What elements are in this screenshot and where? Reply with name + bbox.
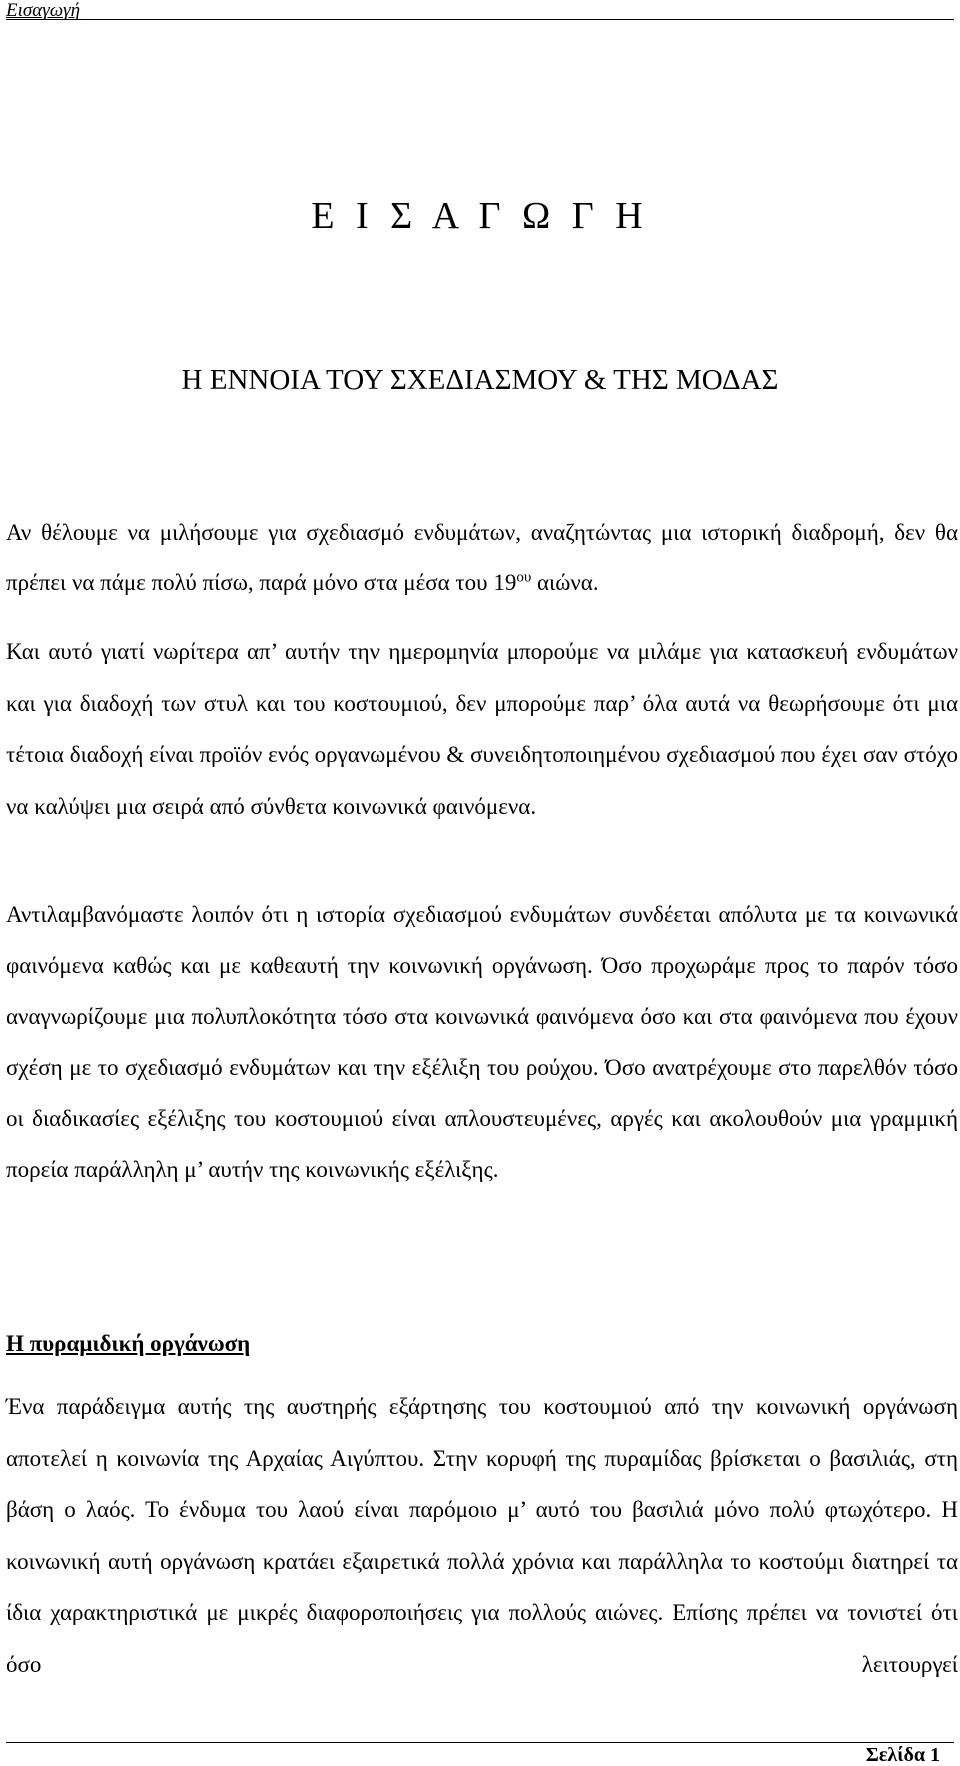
paragraph-intro-end: αιώνα. [531,570,599,595]
chapter-subtitle: Η ΕΝΝΟΙΑ ΤΟΥ ΣΧΕΔΙΑΣΜΟΥ & ΤΗΣ ΜΟΔΑΣ [181,364,779,396]
page-number: Σελίδα 1 [865,1744,940,1766]
running-header: Εισαγωγή [6,0,81,21]
paragraph-intro [6,508,958,608]
paragraph-history: Αντιλαμβανόμαστε λοιπόν ότι η ιστορία σχεδιασμού ενδυμάτων συνδέεται απόλυτα με τα κοινωνικά φαινόμενα καθώς και με καθεαυτή την κοινωνική οργάνωση. Όσο προχωράμε προς το παρόν τόσο αναγνωρίζουμε μια πολυπλοκότητα τόσο στα κοινωνικά φαινόμενα όσο και στα φαινόμενα που έχουν σχέση με το σχεδιασμό ενδυμάτων και την εξέλιξη του ρούχου. Όσο ανατρέχουμε στο παρελθόν τόσο οι διαδικασίες εξέλιξης του κοστουμιού είναι απλουστευμένες, αργές και ακολουθούν μια γραμμική πορεία παράλληλη μ’ αυτήν της κοινωνικής εξέλιξης. [6,902,958,1182]
header-divider [6,19,954,20]
paragraph-pyramid: Ένα παράδειγμα αυτής της αυστηρής εξάρτησης του κοστουμιού από την κοινωνική οργάνωση αποτελεί η κοινωνία της Αρχαίας Αιγύπτου. Στην κορυφή της πυραμίδας βρίσκεται ο βασιλιάς, στη βάση ο λαός. Το ένδυμα του λαού είναι παρόμοιο μ’ αυτό του βασιλιά μόνο πολύ φτωχότερο. Η κοινωνική αυτή οργάνωση κρατάει εξαιρετικά πολλά χρόνια και παράλληλα το κοστούμι διατηρεί τα ίδια χαρακτηριστικά με μικρές διαφοροποιήσεις για πολλούς αιώνες. Επίσης πρέπει να τονιστεί ότι όσο λειτουργεί [6,1394,958,1677]
paragraph-reasoning: Και αυτό γιατί νωρίτερα απ’ αυτήν την ημερομηνία μπορούμε να μιλάμε για κατασκευή ενδυμάτων και για διαδοχή των στυλ και του κοστουμιού, δεν μπορούμε παρ’ όλα αυτά να θεωρήσουμε ότι μια τέτοια διαδοχή είναι προϊόν ενός οργανωμένου & συνειδητοποιημένου σχεδιασμού που έχει σαν στόχο να καλύψει μια σειρά από σύνθετα κοινωνικά φαινόμενα. [6,639,958,819]
paragraph-intro-text: Αν θέλουμε να μιλήσουμε για σχεδιασμό ενδυμάτων, αναζητώντας μια ιστορική διαδρομή, δεν θα πρέπει να πάμε πολύ πίσω, παρά μόνο στα μέσα του 19 [6,520,958,595]
page-title: Ε Ι Σ Α Γ Ω Γ Η [311,195,649,237]
section-heading: Η πυραμιδική οργάνωση [6,1331,251,1356]
ordinal-superscript: ου [516,569,532,586]
footer-divider [6,1742,954,1743]
